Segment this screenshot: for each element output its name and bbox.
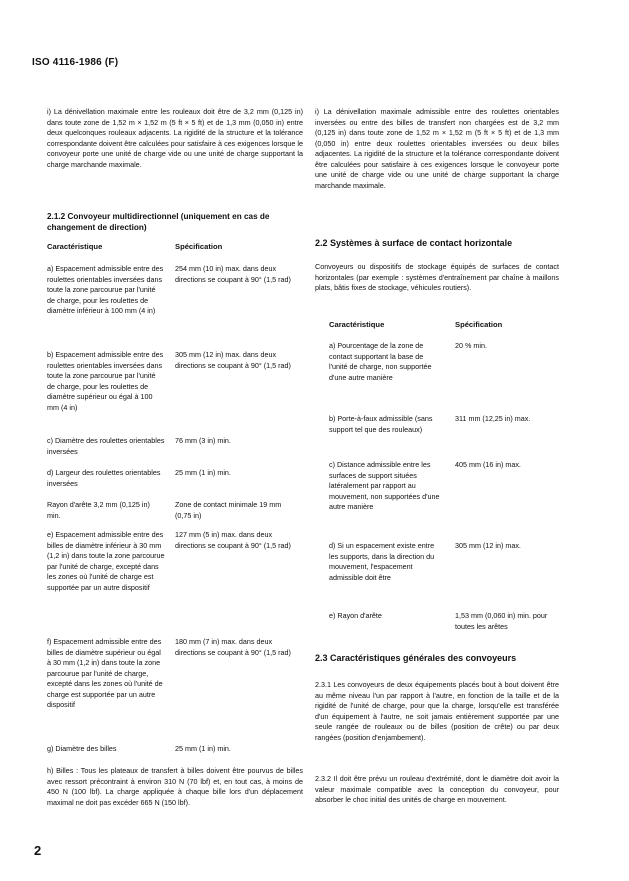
right-row-e-characteristic: e) Rayon d'arête	[329, 611, 382, 620]
row-e-specification: 127 mm (5 in) max. dans deux directions se coupant à 90° (1,5 rad)	[175, 530, 291, 550]
row-f-characteristic: f) Espacement admissible entre des billes de diamètre supérieur ou égal à 30 mm (1,2 in) dans toute la zone parcourue par l'unité de charge, excepté dans les zones où l'unité de charge est supportée par un autre dispositif	[47, 637, 163, 709]
right-row-b-characteristic: b) Porte-à-faux admissible (sans support tel que des rouleaux)	[329, 414, 433, 434]
row-g-specification: 25 mm (1 in) min.	[175, 744, 231, 753]
paragraph-2-3-2: 2.3.2 Il doit être prévu un rouleau d'extrémité, dont le diamètre doit avoir la valeur maximale compatible avec la conception du convoyeur, pour absorber le choc initial des unités de charge en mouvement.	[315, 774, 559, 804]
row-g-characteristic: g) Diamètre des billes	[47, 744, 117, 753]
right-row-b-specification: 311 mm (12,25 in) max.	[455, 414, 531, 423]
page-header: ISO 4116-1986 (F)	[32, 57, 119, 68]
section-2-2-paragraph: Convoyeurs ou dispositifs de stockage équipés de surfaces de contact horizontales (par exemple : systèmes d'entraînement par chaîne à maillons plats, bâtis fixes de stockage, véhicules routiers).	[315, 262, 559, 292]
section-2-3-heading: 2.3 Caractéristiques générales des convoyeurs	[315, 653, 517, 663]
right-row-d-specification: 305 mm (12 in) max.	[455, 541, 521, 550]
left-col-head-characteristic: Caractéristique	[47, 242, 103, 251]
note-h-paragraph: h) Billes : Tous les plateaux de transfert à billes doivent être pourvus de billes avec ressort précontraint à environ 310 N (70 lbf) et, en tout cas, à moins de 450 N (100 lbf). La charge appliquée à chaque bille lors d'un déplacement maximal ne doit pas excéder 665 N (150 lbf).	[47, 766, 303, 807]
row-e-characteristic: e) Espacement admissible entre des billes de diamètre inférieur à 30 mm (1,2 in) dans toute la zone parcourue par l'unité de charge, excepté dans les zones où l'unité de charge est supportée par un autre dispositif	[47, 530, 165, 592]
row-a-specification: 254 mm (10 in) max. dans deux directions se coupant à 90° (1,5 rad)	[175, 264, 291, 284]
section-2-1-2-heading: 2.1.2 Convoyeur multidirectionnel (uniquement en cas de changement de direction)	[47, 212, 270, 232]
row-f-specification: 180 mm (7 in) max. dans deux directions se coupant à 90° (1,5 rad)	[175, 637, 291, 657]
paragraph-2-3-1: 2.3.1 Les convoyeurs de deux équipements placés bout à bout doivent être au même niveau l'un par rapport à l'autre, en fonction de la taille et de la rigidité de l'unité de charge, pour que la charge, lorsqu'elle est transférée d'un équipement à l'autre, ne soit jamais entièrement supportée par une seule rangée de rouleaux ou de billes (position de crête) ou par deux rangées (position d'enjambement).	[315, 680, 559, 742]
right-row-d-characteristic: d) Si un espacement existe entre les supports, dans la direction du mouvement, l'espacement admissible doit être	[329, 541, 435, 582]
row-radius-specification: Zone de contact minimale 19 mm (0,75 in)	[175, 500, 282, 520]
row-a-characteristic: a) Espacement admissible entre des roulettes orientables inversées dans toute la zone parcourue par l'unité de charge, pour les roulettes de diamètre inférieur à 100 mm (4 in)	[47, 264, 164, 315]
right-row-c-characteristic: c) Distance admissible entre les surfaces de support situées latéralement par rapport au mouvement, non supportées d'une autre manière	[329, 460, 440, 511]
left-intro-paragraph: i) La dénivellation maximale entre les rouleaux doit être de 3,2 mm (0,125 in) dans toute zone de 1,52 m × 1,52 m (5 ft × 5 ft) et de 1,3 mm (0,050 in) entre deux quelconques rouleaux adjacents. La rigidité de la structure et la tolérance correspondante doivent être calculées pour satisfaire à ces exigences lorsque le convoyeur porte une unité de charge vide ou une unité de charge supportant la charge marchande maximale.	[47, 107, 303, 169]
row-d-characteristic: d) Largeur des roulettes orientables inversées	[47, 468, 161, 488]
right-row-a-specification: 20 % min.	[455, 341, 487, 350]
right-col-head-specification: Spécification	[455, 320, 503, 329]
right-row-a-characteristic: a) Pourcentage de la zone de contact supportant la base de l'unité de charge, non supportée d'une autre manière	[329, 341, 432, 382]
right-intro-paragraph: i) La dénivellation maximale admissible entre des roulettes orientables inversées ou entre des billes de transfert non chargées est de 3,2 mm (0,125 in) dans toute zone de 1,52 m × 1,52 m (5 ft × 5 ft) et de 1,3 mm (0,050 in) entre deux roulettes orientables inversées ou deux billes adjacentes. La rigidité de la structure et la tolérance correspondante doivent être calculées pour satisfaire à ces exigences lorsque le convoyeur porte une unité de charge vide ou une unité de charge supportant la charge marchande maximale.	[315, 107, 559, 190]
row-radius-characteristic: Rayon d'arête 3,2 mm (0,125 in) min.	[47, 500, 150, 520]
row-c-specification: 76 mm (3 in) min.	[175, 436, 231, 445]
right-row-e-specification: 1,53 mm (0,060 in) min. pour toutes les arêtes	[455, 611, 548, 631]
section-2-2-heading: 2.2 Systèmes à surface de contact horizontale	[315, 238, 513, 248]
row-b-characteristic: b) Espacement admissible entre des roulettes orientables inversées dans toute la zone parcourue par l'unité de charge, pour les roulettes de diamètre supérieur ou égal à 100 mm (4 in)	[47, 350, 164, 412]
page-number: 2	[34, 843, 42, 858]
left-col-head-specification: Spécification	[175, 242, 223, 251]
row-d-specification: 25 mm (1 in) min.	[175, 468, 231, 477]
right-col-head-characteristic: Caractéristique	[329, 320, 385, 329]
right-row-c-specification: 405 mm (16 in) max.	[455, 460, 521, 469]
row-b-specification: 305 mm (12 in) max. dans deux directions se coupant à 90° (1,5 rad)	[175, 350, 291, 370]
row-c-characteristic: c) Diamètre des roulettes orientables inversées	[47, 436, 165, 456]
